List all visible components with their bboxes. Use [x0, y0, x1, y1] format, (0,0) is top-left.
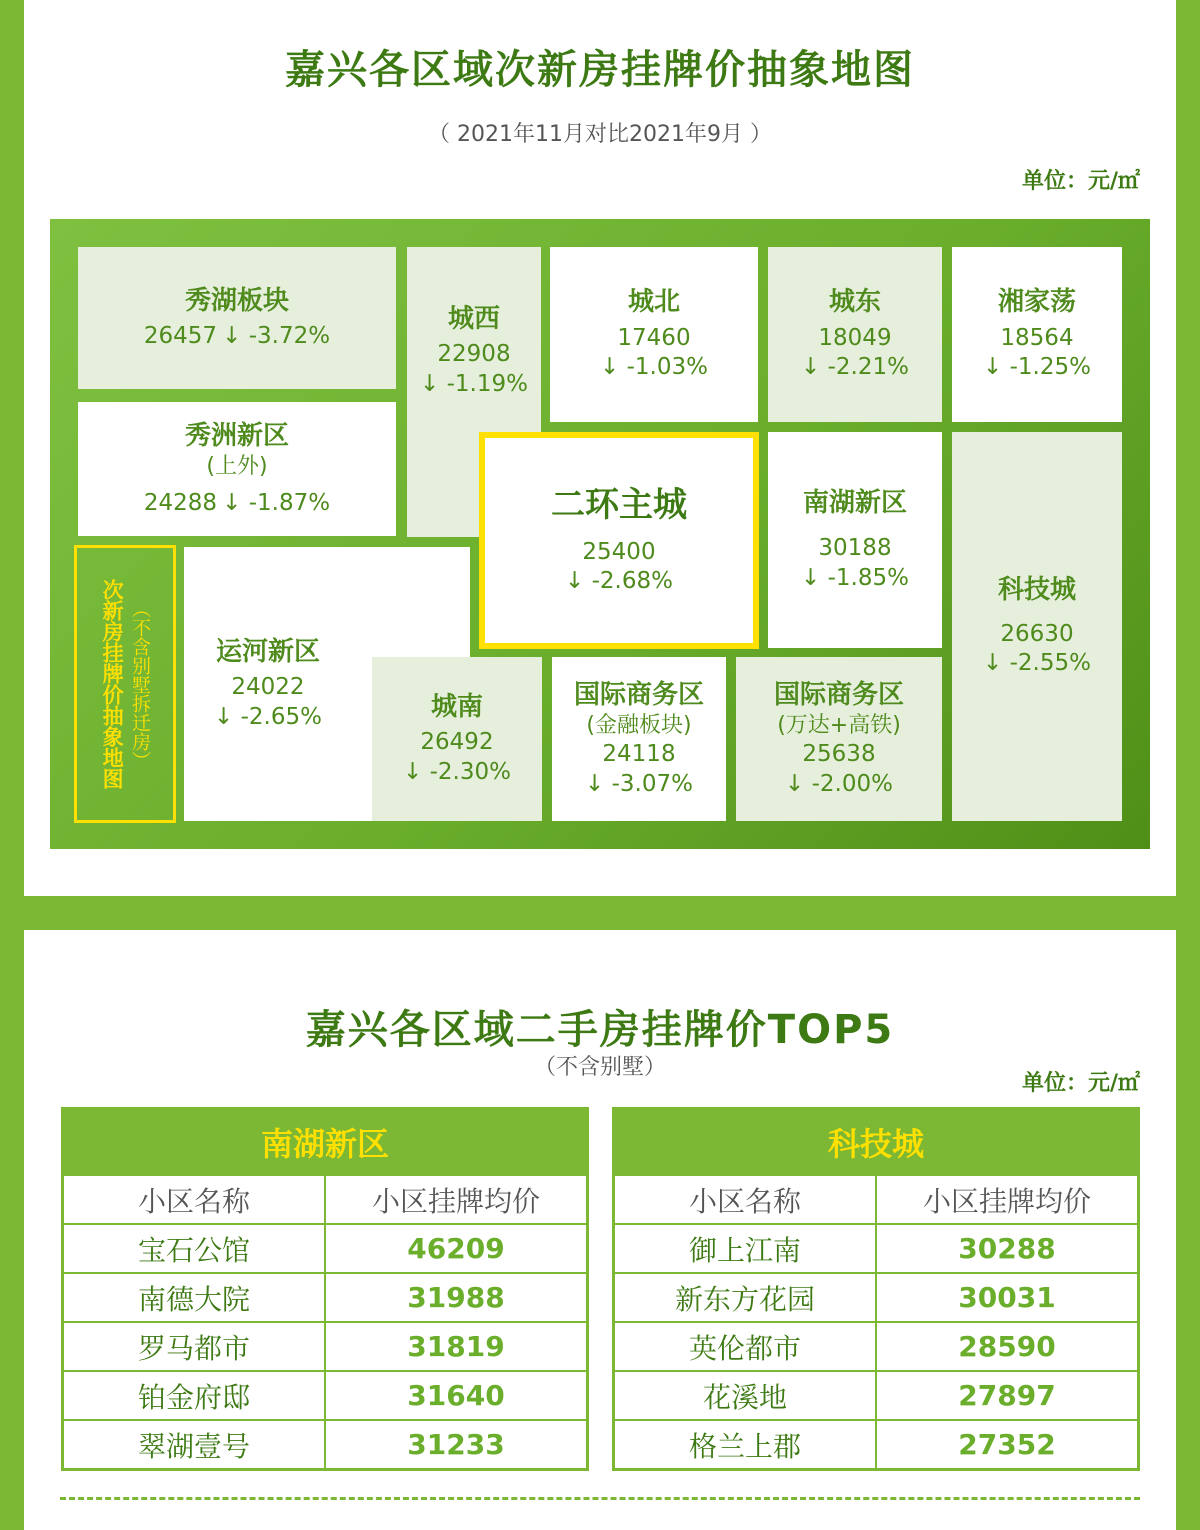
table-nanhu [61, 1107, 589, 1471]
region-xizhou [78, 402, 396, 536]
region-erhuan [479, 432, 759, 649]
region-name: 秀湖板块 [184, 285, 289, 316]
abstract-map [50, 219, 1150, 849]
table-title: 南湖新区 [64, 1110, 586, 1174]
cell-price: 31640 [407, 1379, 505, 1412]
region-chengdong [768, 247, 942, 422]
region-name: 秀洲新区 [184, 420, 289, 451]
cell-price: 28590 [958, 1330, 1056, 1363]
region-change: ↓ -1.19% [420, 370, 528, 397]
cell-price: 27897 [958, 1379, 1056, 1412]
region-chengbei [550, 247, 758, 422]
table-row [615, 1370, 1137, 1419]
region-nanhu [768, 432, 942, 648]
region-guoji-wanda [736, 657, 942, 821]
region-name: 科技城 [997, 575, 1076, 606]
unit-label: 单位：元/㎡ [1021, 169, 1140, 194]
cell-name: 翠湖壹号 [64, 1421, 326, 1468]
cell-price: 31233 [407, 1428, 505, 1461]
cell-name: 格兰上郡 [615, 1421, 877, 1468]
cell-price: 31988 [407, 1281, 505, 1314]
page-subtitle: （ 2021年11月对比2021年9月 ） [428, 122, 772, 147]
region-price: 18049 [818, 324, 892, 351]
cell-price: 31819 [407, 1330, 505, 1363]
region-change: ↓ -2.68% [565, 568, 673, 595]
section-title: 嘉兴各区域二手房挂牌价TOP5 [305, 1007, 895, 1053]
section-subtitle: （不含别墅） [533, 1055, 666, 1080]
region-chengnan [372, 657, 542, 821]
unit-label: 单位：元/㎡ [1021, 1071, 1140, 1096]
region-change: ↓ -2.30% [403, 758, 511, 785]
table-keji [612, 1107, 1140, 1471]
cell-name: 宝石公馆 [64, 1225, 326, 1272]
region-price: 17460 [617, 324, 691, 351]
region-change: ↓ -3.07% [585, 770, 693, 797]
region-xiangjia [952, 247, 1122, 422]
table-row [615, 1419, 1137, 1468]
region-name: 国际商务区 [573, 679, 704, 710]
region-guoji-finance [552, 657, 726, 821]
cell-price: 27352 [958, 1428, 1056, 1461]
table-row [64, 1321, 586, 1370]
cell-price: 46209 [407, 1232, 505, 1265]
table-row [615, 1272, 1137, 1321]
region-name: 国际商务区 [773, 679, 904, 710]
region-change: ↓ -1.85% [801, 564, 909, 591]
cell-price: 30031 [958, 1281, 1056, 1314]
cell-name: 铂金府邸 [64, 1372, 326, 1419]
cell-name: 花溪地 [615, 1372, 877, 1419]
region-change: ↓ -1.03% [600, 354, 708, 381]
region-price: 24118 [602, 741, 676, 768]
region-change: ↓ -2.21% [801, 354, 909, 381]
cell-name: 英伦都市 [615, 1323, 877, 1370]
region-price: 30188 [818, 535, 892, 562]
table-row [615, 1223, 1137, 1272]
col-header-name: 小区名称 [64, 1176, 326, 1223]
region-price-change: 24288 ↓ -1.87% [143, 489, 331, 516]
region-change: ↓ -2.65% [214, 703, 322, 730]
legend-sub: （不含别墅拆迁房） [128, 598, 151, 770]
region-sub: (金融板块) [586, 713, 692, 739]
region-name: 城南 [430, 691, 483, 722]
table-header-row [615, 1174, 1137, 1223]
cell-name: 南德大院 [64, 1274, 326, 1321]
region-price: 26630 [1000, 620, 1074, 647]
table-row [64, 1419, 586, 1468]
page-title: 嘉兴各区域次新房挂牌价抽象地图 [285, 47, 915, 93]
dashed-divider [60, 1497, 1140, 1500]
col-header-name: 小区名称 [615, 1176, 877, 1223]
region-yunhe-text [214, 636, 322, 732]
region-price-change: 26457 ↓ -3.72% [143, 322, 331, 349]
region-name: 城北 [627, 287, 680, 318]
region-price: 25638 [802, 741, 876, 768]
region-price: 25400 [582, 538, 656, 565]
region-name: 城东 [828, 287, 881, 318]
region-sub: (上外) [206, 453, 268, 479]
region-keji [952, 432, 1122, 821]
table-title: 科技城 [615, 1110, 1137, 1174]
region-name: 南湖新区 [802, 487, 907, 518]
table-header-row [64, 1174, 586, 1223]
region-name: 城西 [447, 304, 500, 334]
region-change: ↓ -1.25% [983, 354, 1091, 381]
region-sub: (万达+高铁) [777, 713, 901, 739]
region-name: 二环主城 [551, 485, 687, 526]
cell-name: 罗马都市 [64, 1323, 326, 1370]
region-price: 26492 [420, 729, 494, 756]
col-header-price: 小区挂牌均价 [922, 1184, 1091, 1218]
cell-name: 新东方花园 [615, 1274, 877, 1321]
cell-name: 御上江南 [615, 1225, 877, 1272]
region-price: 22908 [437, 341, 511, 368]
region-change: ↓ -2.55% [983, 650, 1091, 677]
table-row [64, 1223, 586, 1272]
table-row [64, 1370, 586, 1419]
region-name: 湘家荡 [997, 287, 1076, 318]
legend-main: 次新房挂牌价抽象地图 [100, 579, 125, 789]
table-row [64, 1272, 586, 1321]
region-xiuhu [78, 247, 396, 389]
map-panel [24, 0, 1176, 896]
map-legend [74, 545, 176, 823]
col-header-price: 小区挂牌均价 [371, 1184, 540, 1218]
region-change: ↓ -2.00% [785, 770, 893, 797]
table-row [615, 1321, 1137, 1370]
region-price: 18564 [1000, 324, 1074, 351]
cell-price: 30288 [958, 1232, 1056, 1265]
region-name: 运河新区 [215, 636, 320, 667]
region-price: 24022 [231, 674, 305, 701]
